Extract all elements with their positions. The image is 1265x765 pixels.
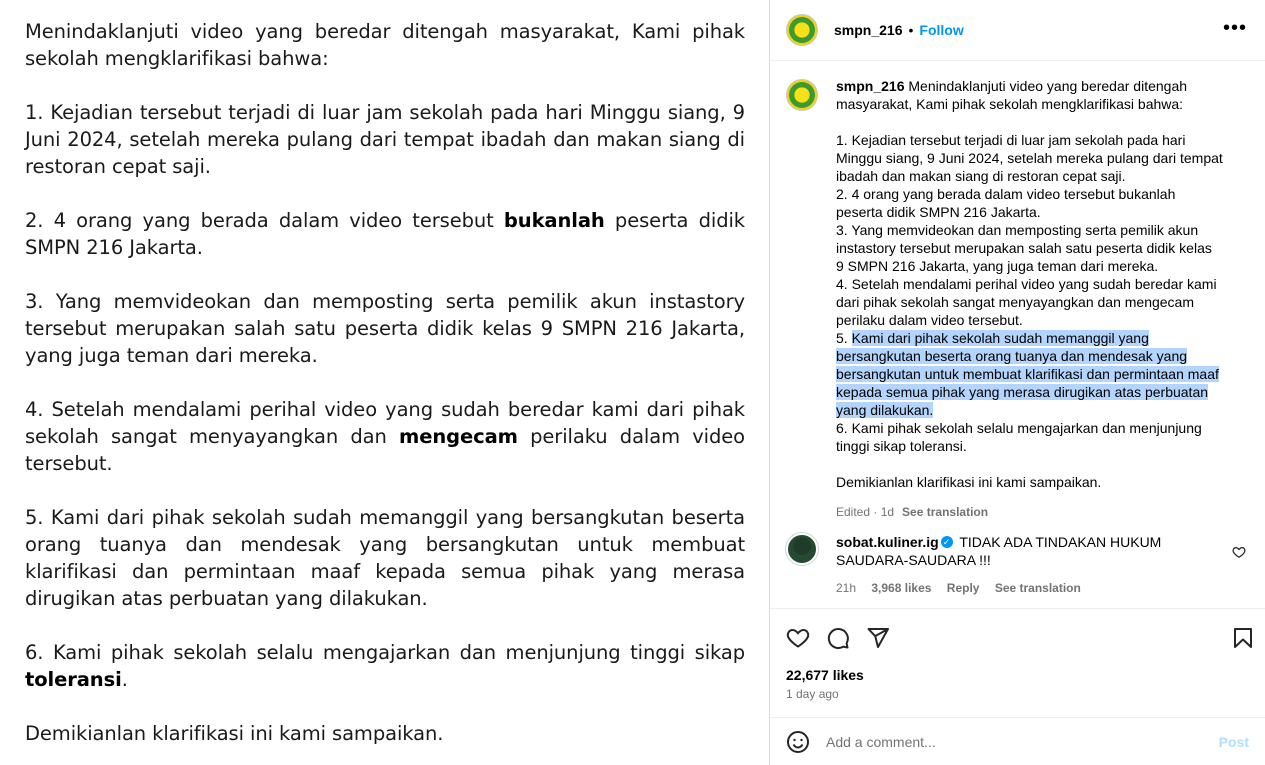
post-time: 1 day ago bbox=[786, 687, 839, 701]
caption-line: tinggi sikap toleransi. bbox=[836, 438, 967, 454]
image-bold-text: mengecam bbox=[399, 425, 518, 448]
comment-time: 21h bbox=[836, 581, 857, 595]
separator-dot: • bbox=[908, 22, 914, 38]
caption-line-highlighted bbox=[836, 365, 1256, 383]
emoji-icon[interactable] bbox=[786, 730, 810, 754]
caption-line: 6. Kami pihak sekolah selalu mengajarkan dan menjunjung bbox=[836, 420, 1202, 436]
commenter-avatar[interactable] bbox=[786, 533, 818, 565]
image-paragraph-2 bbox=[25, 207, 745, 261]
caption bbox=[786, 77, 1256, 521]
like-heart-icon[interactable] bbox=[786, 626, 810, 650]
image-text: . bbox=[121, 668, 128, 691]
caption-line-highlighted bbox=[836, 383, 1256, 401]
caption-line: perilaku dalam video tersebut. bbox=[836, 312, 1023, 328]
caption-line: Demikianlan klarifikasi ini kami sampaikan. bbox=[836, 474, 1102, 490]
header-username[interactable]: smpn_216 bbox=[834, 22, 903, 38]
caption-line: 9 SMPN 216 Jakarta, yang juga teman dari mereka. bbox=[836, 258, 1159, 274]
caption-line bbox=[836, 77, 1256, 95]
caption-avatar[interactable] bbox=[786, 79, 818, 111]
caption-line: 4. Setelah mendalami perihal video yang sudah beredar kami bbox=[836, 276, 1217, 292]
caption-line-text: Menindaklanjuti video yang beredar ditengah bbox=[904, 78, 1188, 94]
comment-text: TIDAK ADA TINDAKAN HUKUM SAUDARA-SAUDARA !!! bbox=[836, 534, 1162, 568]
image-paragraph-6 bbox=[25, 639, 745, 693]
caption-line bbox=[836, 455, 1256, 473]
comment-item bbox=[786, 533, 1256, 597]
selected-text: kepada semua pihak yang merasa dirugikan atas perbuatan bbox=[836, 384, 1209, 400]
image-bold-text: toleransi bbox=[25, 668, 122, 691]
image-text: peserta didik SMPN 216 Jakarta. bbox=[25, 209, 745, 259]
caption-line-highlighted bbox=[836, 329, 1256, 347]
image-text: 2. 4 orang yang berada dalam video tersebut bbox=[25, 209, 504, 232]
selected-text: bersangkutan beserta orang tuanya dan mendesak yang bbox=[836, 348, 1188, 364]
caption-line: Minggu siang, 9 Juni 2024, setelah mereka pulang dari tempat bbox=[836, 150, 1223, 166]
comment-bubble-icon[interactable] bbox=[826, 626, 850, 650]
commenter-username[interactable]: sobat.kuliner.ig bbox=[836, 534, 939, 550]
caption-line: 2. 4 orang yang berada dalam video tersebut bukanlah bbox=[836, 186, 1176, 202]
caption-line: masyarakat, Kami pihak sekolah mengklarifikasi bahwa: bbox=[836, 96, 1184, 112]
caption-line: peserta didik SMPN 216 Jakarta. bbox=[836, 204, 1041, 220]
comment-input[interactable] bbox=[826, 734, 1206, 750]
comments-scroll-area[interactable] bbox=[770, 61, 1265, 609]
likes-count[interactable]: 22,677 likes bbox=[786, 667, 864, 683]
caption-line: 1. Kejadian tersebut terjadi di luar jam sekolah pada hari bbox=[836, 132, 1186, 148]
image-paragraph-4 bbox=[25, 396, 745, 477]
image-paragraph-1: 1. Kejadian tersebut terjadi di luar jam sekolah pada hari Minggu siang, 9 Juni 2024, setelah mereka pulang dari tempat ibadah dan makan siang di restoran cepat saji. bbox=[25, 101, 745, 178]
caption-text bbox=[836, 77, 1256, 491]
image-paragraph-intro: Menindaklanjuti video yang beredar ditengah masyarakat, Kami pihak sekolah mengklarifikasi bahwa: bbox=[25, 20, 745, 70]
post-actions bbox=[770, 622, 1265, 654]
caption-edited-time: Edited · 1d bbox=[836, 505, 895, 519]
caption-line: instastory tersebut merupakan salah satu peserta didik kelas bbox=[836, 240, 1212, 256]
post-comment-button[interactable]: Post bbox=[1218, 734, 1249, 750]
caption-item5-prefix: 5. bbox=[836, 330, 852, 346]
verified-badge-icon: ✓ bbox=[941, 536, 953, 548]
image-text: 4. Setelah mendalami perihal video yang sudah beredar kami dari pihak sekolah sangat menyayangkan dan bbox=[25, 398, 745, 448]
more-options-icon[interactable]: ••• bbox=[1222, 17, 1247, 39]
caption-meta bbox=[836, 503, 1256, 521]
caption-line: 3. Yang memvideokan dan memposting serta pemilik akun bbox=[836, 222, 1199, 238]
comment-see-translation[interactable]: See translation bbox=[994, 581, 1081, 595]
comment-body bbox=[836, 533, 1226, 597]
save-bookmark-icon[interactable] bbox=[1231, 626, 1255, 650]
follow-button[interactable]: Follow bbox=[919, 22, 964, 38]
comment-likes[interactable]: 3,968 likes bbox=[871, 581, 932, 595]
selected-text: Kami dari pihak sekolah sudah memanggil yang bbox=[851, 330, 1149, 346]
see-translation-link[interactable]: See translation bbox=[902, 505, 989, 519]
comment-meta bbox=[836, 579, 1226, 597]
caption-line-highlighted bbox=[836, 347, 1256, 365]
caption-line: ibadah dan makan siang di restoran cepat saji. bbox=[836, 168, 1126, 184]
image-paragraph-3: 3. Yang memvideokan dan memposting serta pemilik akun instastory tersebut merupakan salah satu peserta didik kelas 9 SMPN 216 Jakarta, yang juga teman dari mereka. bbox=[25, 290, 745, 367]
selected-text: yang dilakukan. bbox=[836, 402, 934, 418]
add-comment-bar bbox=[770, 717, 1265, 765]
caption-username[interactable]: smpn_216 bbox=[836, 78, 905, 94]
caption-body bbox=[836, 77, 1256, 521]
image-paragraph-5: 5. Kami dari pihak sekolah sudah memanggil yang bersangkutan beserta orang tuanya dan mendesak yang bersangkutan untuk membuat klarifikasi dan permintaan maaf kepada semua pihak yang merasa dirugikan atas perbuatan yang dilakukan. bbox=[25, 506, 745, 610]
image-text: 6. Kami pihak sekolah selalu mengajarkan dan menjunjung tinggi sikap bbox=[25, 641, 745, 664]
image-paragraph-closing: Demikianlan klarifikasi ini kami sampaikan. bbox=[25, 722, 444, 745]
image-text: perilaku dalam video tersebut. bbox=[25, 425, 745, 475]
caption-line bbox=[836, 113, 1256, 131]
image-bold-text: bukanlah bbox=[503, 209, 605, 232]
comment-like-heart-icon[interactable] bbox=[1232, 545, 1246, 559]
post-header bbox=[770, 0, 1265, 61]
avatar[interactable] bbox=[786, 14, 818, 46]
selected-text: bersangkutan untuk membuat klarifikasi dan permintaan maaf bbox=[836, 366, 1219, 382]
share-paper-plane-icon[interactable] bbox=[866, 626, 890, 650]
post-side-panel bbox=[770, 0, 1265, 765]
caption-line: dari pihak sekolah sangat menyayangkan dan mengecam bbox=[836, 294, 1195, 310]
reply-button[interactable]: Reply bbox=[946, 581, 980, 595]
caption-line-highlighted bbox=[836, 401, 1256, 419]
